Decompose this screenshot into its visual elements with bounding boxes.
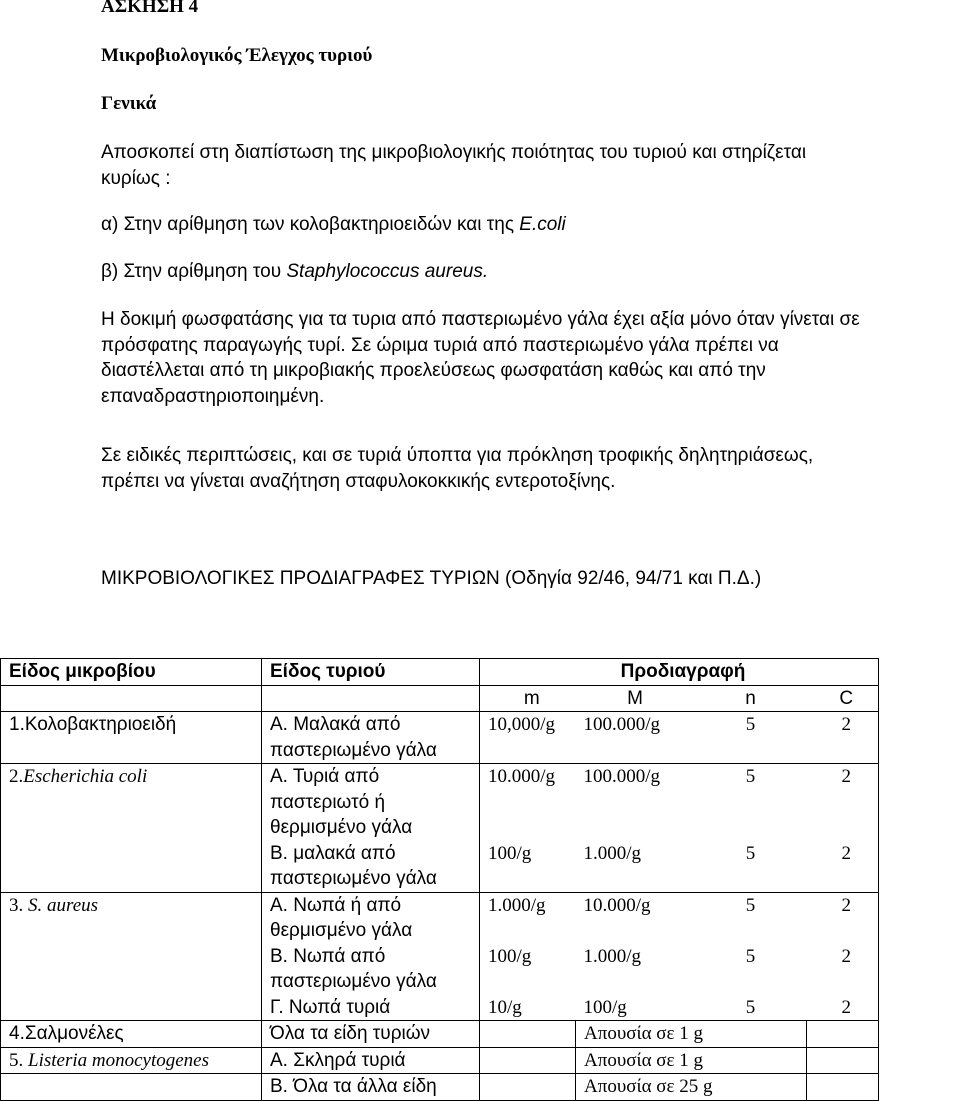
list-item-a-text: α) Στην αρίθμηση των κολοβακτηριοειδών και της xyxy=(101,214,520,235)
section-heading: Γενικά xyxy=(101,93,157,114)
row2-c: 2 xyxy=(807,764,879,841)
header-cheese: Είδος τυριού xyxy=(262,659,480,686)
row2-M: 100.000/g xyxy=(583,766,661,787)
row1-m: 10,000/g xyxy=(488,714,556,735)
row9-spec: Απουσία σε 25 g xyxy=(576,1074,807,1101)
intro-line-1: Αποσκοπεί στη διαπίστωση της μικροβιολογικής ποιότητας του τυριού και στηρίζεται xyxy=(101,142,807,163)
row7-spec: Απουσία σε 1 g xyxy=(576,1021,807,1048)
empty-cell xyxy=(1,841,262,893)
empty-cell xyxy=(480,1074,576,1101)
header-microbe: Είδος μικροβίου xyxy=(1,659,262,686)
table-subheader-row xyxy=(1,685,879,712)
row4-microbe xyxy=(1,892,262,944)
specifications-title: ΜΙΚΡΟΒΙΟΛΟΓΙΚΕΣ ΠΡΟΔΙΑΓΡΑΦΕΣ ΤΥΡΙΩΝ (Οδηγία 92/46, 94/71 και Π.Δ.) xyxy=(101,568,762,589)
row7-cheese: Όλα τα είδη τυριών xyxy=(262,1021,480,1048)
row1-cheese: Α. Μαλακά από παστεριωμένο γάλα xyxy=(262,712,480,764)
row8-microbe xyxy=(1,1047,262,1074)
row1-microbe: 1.Κολοβακτηριοειδή xyxy=(1,712,262,764)
table-row xyxy=(1,1021,879,1048)
row2-cheese: Α. Τυριά από παστεριωτό ή θερμισμένο γάλα xyxy=(262,764,480,841)
empty-cell xyxy=(807,1021,879,1048)
row2-n: 5 xyxy=(745,766,756,787)
empty-cell xyxy=(480,1021,576,1048)
row6-n: 5 xyxy=(745,996,756,1018)
row2-m: 10.000/g xyxy=(488,766,556,787)
empty-cell xyxy=(1,685,262,712)
table-header-row xyxy=(1,659,879,686)
row4-n: 5 xyxy=(745,894,756,916)
row6-c: 2 xyxy=(807,995,879,1021)
exercise-heading: ΑΣΚΗΣΗ 4 xyxy=(101,0,199,17)
table-row xyxy=(1,1047,879,1074)
row4-microbe-prefix: 3. xyxy=(9,894,28,916)
phosphatase-paragraph: Η δοκιμή φωσφατάσης για τα τυρια από παστεριωμένο γάλα έχει αξία μόνο όταν γίνεται σε πρόσφατης παραγωγής τυρί. Σε ώριμα τυριά από παστεριωμένο γάλα πρέπει να διαστέλλεται από τη μικροβιακής προελεύσεως φωσφατάση καθώς και από την επαναδραστηριοποιημένη. xyxy=(101,309,860,407)
row3-cheese: Β. μαλακά από παστεριωμένο γάλα xyxy=(262,841,480,893)
row8-microbe-name: Listeria monocytogenes xyxy=(28,1049,210,1071)
subheader-M: M xyxy=(627,687,643,709)
row4-microbe-name: S. aureus xyxy=(28,894,99,916)
document-title: Μικροβιολογικός Έλεγχος τυριού xyxy=(101,45,373,66)
subheader-n: n xyxy=(745,687,756,709)
empty-cell xyxy=(262,685,480,712)
header-spec: Προδιαγραφή xyxy=(480,659,879,686)
row1-c: 2 xyxy=(807,712,879,764)
row5-cheese: Β. Νωπά από παστεριωμένο γάλα xyxy=(262,944,480,995)
empty-cell xyxy=(807,1047,879,1074)
row5-M: 1.000/g xyxy=(583,945,642,967)
row4-cheese: Α. Νωπά ή από θερμισμένο γάλα xyxy=(262,892,480,944)
row3-m: 100/g xyxy=(488,842,532,864)
row4-m: 1.000/g xyxy=(488,894,546,916)
row6-m: 10/g xyxy=(488,996,522,1018)
subheader-m: m xyxy=(523,687,540,709)
row7-microbe: 4.Σαλμονέλες xyxy=(1,1021,262,1048)
empty-cell xyxy=(480,1047,576,1074)
row8-cheese: Α. Σκληρά τυριά xyxy=(262,1047,480,1074)
subheader-c: C xyxy=(807,685,879,712)
empty-cell xyxy=(1,944,262,995)
row9-cheese: Β. Όλα τα άλλα είδη xyxy=(262,1074,480,1101)
table-row xyxy=(1,764,879,841)
table-row xyxy=(1,841,879,893)
row3-n: 5 xyxy=(745,842,756,864)
list-item-a xyxy=(101,212,861,238)
row6-cheese: Γ. Νωπά τυριά xyxy=(262,995,480,1021)
table-row xyxy=(1,995,879,1021)
enterotoxin-paragraph: Σε ειδικές περιπτώσεις, και σε τυριά ύποπτα για πρόκληση τροφικής δηλητηριάσεως, πρέπει να γίνεται αναζήτηση σταφυλοκοκκικής εντεροτοξίνης. xyxy=(101,445,814,492)
row2-microbe xyxy=(1,764,262,841)
specifications-table xyxy=(0,658,879,1101)
row3-c: 2 xyxy=(807,841,879,893)
row8-spec: Απουσία σε 1 g xyxy=(576,1047,807,1074)
list-item-a-organism: E.coli xyxy=(519,214,566,235)
row6-M: 100/g xyxy=(583,996,627,1018)
list-item-b-organism: Staphylococcus aureus. xyxy=(286,261,489,282)
list-item-b xyxy=(101,259,861,285)
empty-cell xyxy=(1,995,262,1021)
row3-M: 1.000/g xyxy=(583,842,642,864)
empty-cell xyxy=(807,1074,879,1101)
table-row xyxy=(1,944,879,995)
list-item-b-text: β) Στην αρίθμηση του xyxy=(101,261,287,282)
row5-c: 2 xyxy=(807,944,879,995)
row1-M: 100.000/g xyxy=(583,714,661,735)
table-row xyxy=(1,892,879,944)
table-row xyxy=(1,1074,879,1101)
row5-n: 5 xyxy=(745,945,756,967)
intro-paragraph xyxy=(101,140,861,191)
row2-microbe-name: Escherichia coli xyxy=(23,766,148,787)
empty-cell xyxy=(1,1074,262,1101)
row8-microbe-prefix: 5. xyxy=(9,1049,28,1071)
row4-M: 10.000/g xyxy=(583,894,651,916)
row5-m: 100/g xyxy=(488,945,532,967)
row2-microbe-prefix: 2. xyxy=(9,766,24,787)
row1-n: 5 xyxy=(745,714,756,735)
row4-c: 2 xyxy=(807,892,879,944)
table-row xyxy=(1,712,879,764)
intro-line-2: κυρίως : xyxy=(101,167,171,189)
